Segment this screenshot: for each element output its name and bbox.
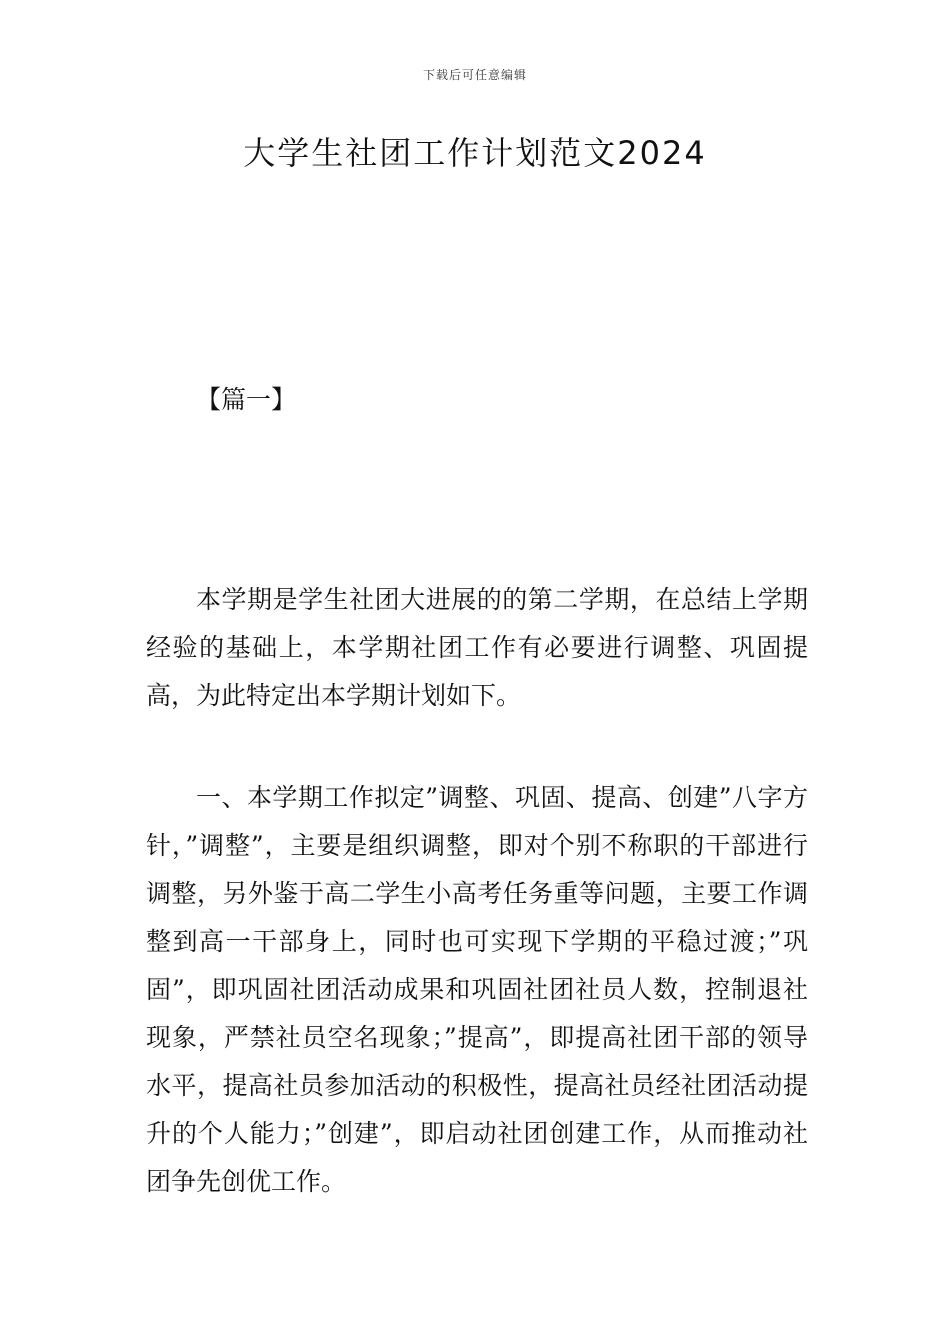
paragraph-policy: 一、本学期工作拟定”调整、巩固、提高、创建”八字方针，”调整”，主要是组织调整，即对个别不称职的干部进行调整，另外鉴于高二学生小高考任务重等问题，主要工作调整到高一干部身上，同时也可实现下学期的平稳过渡；”巩固”，即巩固社团活动成果和巩固社团社员人数，控制退社现象，严禁社员空名现象；”提高”，即提高社团干部的领导水平，提高社员参加活动的积极性，提高社员经社团活动提升的个人能力；”创建”，即启动社团创建工作，从而推动社团争先创优工作。 [146,783,808,1196]
document-title: 大学生社团工作计划范文2024 [243,134,707,172]
section-heading: 【篇一】 [196,385,297,414]
paragraph-intro: 本学期是学生社团大进展的的第二学期，在总结上学期经验的基础上，本学期社团工作有必要进行调整、巩固提高，为此特定出本学期计划如下。 [146,585,808,710]
header-note: 下载后可任意编辑 [422,68,527,82]
